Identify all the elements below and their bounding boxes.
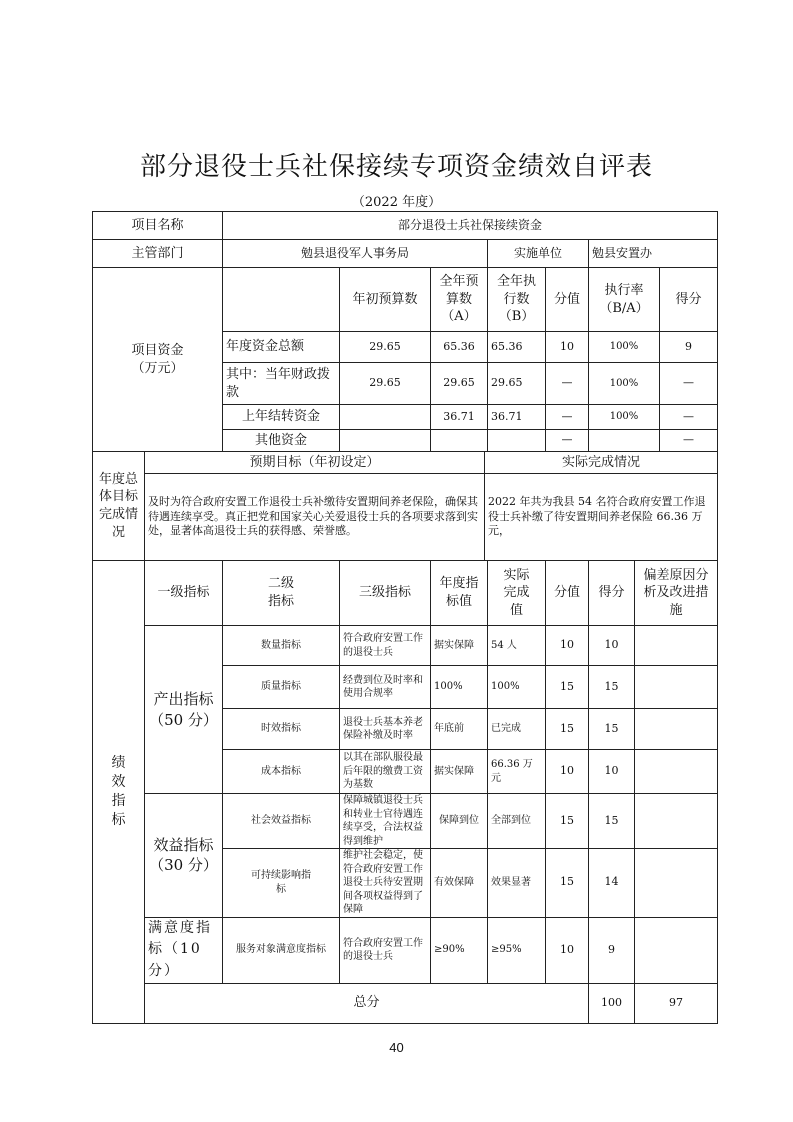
indicator-actual: ≥95%	[488, 917, 546, 983]
funds-row-annual	[431, 430, 488, 452]
header-actual-text: 实际完成值	[503, 567, 530, 618]
funds-label-line1: 项目资金	[131, 342, 184, 358]
funds-header-score: 分值	[546, 268, 589, 332]
project-funds-table	[92, 211, 718, 452]
indicator-level3: 经费到位及时率和使用合规率	[340, 666, 431, 709]
funds-row-exec: 36.71	[488, 405, 546, 430]
indicator-target: ≥90%	[431, 917, 488, 983]
funds-row-score: —	[546, 405, 589, 430]
goals-actual-header: 实际完成情况	[485, 452, 718, 474]
indicator-got: 14	[589, 849, 635, 918]
indicator-row	[93, 917, 718, 983]
indicator-level2: 成本指标	[223, 750, 340, 794]
indicator-row	[93, 626, 718, 666]
indicator-reason	[635, 666, 718, 709]
indicator-actual: 已完成	[488, 709, 546, 750]
header-got: 得分	[589, 561, 635, 626]
indicators-row-label-text: 绩效指标	[111, 755, 126, 828]
funds-header-annual: 全年预算数（A）	[431, 268, 488, 332]
funds-row-exec	[488, 430, 546, 452]
indicator-score: 15	[546, 849, 589, 918]
indicator-level2-text: 可持续影响指标	[251, 870, 311, 895]
indicator-actual: 全部到位	[488, 794, 546, 849]
indicator-level3: 符合政府安置工作的退役士兵	[340, 917, 431, 983]
indicator-target: 据实保障	[431, 626, 488, 666]
funds-row-rate: 100%	[589, 332, 660, 363]
header-score: 分值	[546, 561, 589, 626]
funds-row-score: 10	[546, 332, 589, 363]
header-level2-text: 二级指标	[267, 576, 294, 609]
indicator-target: 100%	[431, 666, 488, 709]
header-target-text: 年度指标值	[439, 576, 479, 609]
indicator-reason	[635, 626, 718, 666]
group-output-weight: （50 分）	[149, 710, 218, 729]
group-output	[145, 626, 223, 794]
indicator-got: 15	[589, 709, 635, 750]
page-title: 部分退役士兵社保接续专项资金绩效自评表	[139, 152, 653, 182]
funds-row-annual: 65.36	[431, 332, 488, 363]
total-got: 97	[635, 983, 718, 1023]
funds-row-label: 上年结转资金	[223, 405, 340, 430]
goals-row-label: 年度总体目标完成情况	[93, 452, 145, 561]
indicator-target: 年底前	[431, 709, 488, 750]
funds-row-annual: 29.65	[431, 363, 488, 405]
indicator-level3: 退役士兵基本养老保险补缴及时率	[340, 709, 431, 750]
header-actual	[488, 561, 546, 626]
dept-value: 勉县退役军人事务局	[223, 240, 488, 268]
goals-table	[92, 451, 718, 561]
indicator-row	[93, 794, 718, 849]
funds-row-rate: 100%	[589, 405, 660, 430]
header-reason: 偏差原因分析及改进措施	[635, 561, 718, 626]
funds-header-rate: 执行率（B/A）	[589, 268, 660, 332]
indicator-actual: 100%	[488, 666, 546, 709]
indicator-level3: 以其在部队服役最后年限的缴费工资为基数	[340, 750, 431, 794]
indicator-got: 10	[589, 626, 635, 666]
header-target	[431, 561, 488, 626]
funds-row-got: —	[660, 405, 718, 430]
funds-row-score: —	[546, 363, 589, 405]
indicators-table	[92, 560, 718, 1024]
funds-label-line2: （万元）	[131, 360, 184, 376]
header-level1: 一级指标	[145, 561, 223, 626]
funds-header-got: 得分	[660, 268, 718, 332]
indicator-level3: 符合政府安置工作的退役士兵	[340, 626, 431, 666]
page-number: 40	[389, 1040, 404, 1055]
funds-row-label: 其他资金	[223, 430, 340, 452]
header-level3: 三级指标	[340, 561, 431, 626]
indicator-level2: 社会效益指标	[223, 794, 340, 849]
funds-header-budget: 年初预算数	[340, 268, 431, 332]
indicator-reason	[635, 917, 718, 983]
indicator-reason	[635, 709, 718, 750]
indicator-level3: 维护社会稳定，使符合政府安置工作退役士兵待安置期间各项权益得到了保障	[340, 849, 431, 918]
group-output-name: 产出指标	[153, 690, 214, 709]
project-name-label: 项目名称	[93, 212, 223, 240]
funds-row-exec: 29.65	[488, 363, 546, 405]
indicator-score: 10	[546, 626, 589, 666]
goals-expected-header: 预期目标（年初设定）	[145, 452, 485, 474]
indicator-got: 15	[589, 794, 635, 849]
indicator-got: 10	[589, 750, 635, 794]
funds-row-rate: 100%	[589, 363, 660, 405]
funds-row-annual: 36.71	[431, 405, 488, 430]
indicator-reason	[635, 750, 718, 794]
funds-row-budget: 29.65	[340, 332, 431, 363]
funds-label	[93, 268, 223, 452]
header-level2	[223, 561, 340, 626]
indicator-level2: 数量指标	[223, 626, 340, 666]
funds-row-got: —	[660, 430, 718, 452]
indicator-score: 10	[546, 750, 589, 794]
project-name-value: 部分退役士兵社保接续资金	[223, 212, 718, 240]
indicator-target: 保障到位	[431, 794, 488, 849]
impl-value: 勉县安置办	[589, 240, 718, 268]
indicator-score: 15	[546, 709, 589, 750]
total-row	[93, 983, 718, 1023]
funds-row-label: 年度资金总额	[223, 332, 340, 363]
indicator-actual: 66.36 万元	[488, 750, 546, 794]
group-satisfaction: 满意度指标（10 分）	[145, 917, 223, 983]
goals-expected-text: 及时为符合政府安置工作退役士兵补缴待安置期间养老保险，确保其待遇连续享受。真正把党和国家关心关爱退役士兵的各项要求落到实处，显著体高退役士兵的获得感、荣誉感。	[145, 474, 485, 561]
indicator-got: 9	[589, 917, 635, 983]
impl-label: 实施单位	[488, 240, 589, 268]
indicator-actual: 效果显著	[488, 849, 546, 918]
funds-row-label: 其中：当年财政拨款	[223, 363, 340, 405]
funds-row-budget	[340, 405, 431, 430]
funds-row-score: —	[546, 430, 589, 452]
funds-header-blank	[223, 268, 340, 332]
total-score: 100	[589, 983, 635, 1023]
funds-row-got: —	[660, 363, 718, 405]
indicator-actual: 54 人	[488, 626, 546, 666]
group-benefit	[145, 794, 223, 918]
indicator-target: 有效保障	[431, 849, 488, 918]
group-benefit-name: 效益指标	[153, 836, 214, 854]
funds-row-budget: 29.65	[340, 363, 431, 405]
funds-row-rate	[589, 430, 660, 452]
indicators-row-label	[93, 561, 145, 1024]
year-subtitle: （2022 年度）	[351, 195, 442, 210]
indicator-level2: 质量指标	[223, 666, 340, 709]
indicator-reason	[635, 849, 718, 918]
total-label: 总分	[145, 983, 589, 1023]
indicator-got: 15	[589, 666, 635, 709]
group-benefit-weight: （30 分）	[149, 856, 218, 875]
funds-row-budget	[340, 430, 431, 452]
funds-header-executed: 全年执行数（B）	[488, 268, 546, 332]
indicator-level3: 保障城镇退役士兵和转业士官待遇连续享受，合法权益得到维护	[340, 794, 431, 849]
indicator-reason	[635, 794, 718, 849]
dept-label: 主管部门	[93, 240, 223, 268]
indicator-score: 15	[546, 794, 589, 849]
indicator-score: 15	[546, 666, 589, 709]
indicator-level2: 服务对象满意度指标	[223, 917, 340, 983]
indicator-score: 10	[546, 917, 589, 983]
funds-row-exec: 65.36	[488, 332, 546, 363]
funds-row-got: 9	[660, 332, 718, 363]
indicator-level2: 时效指标	[223, 709, 340, 750]
indicator-target: 据实保障	[431, 750, 488, 794]
indicator-level2	[223, 849, 340, 918]
goals-actual-text: 2022 年共为我县 54 名符合政府安置工作退役士兵补缴了待安置期间养老保险 66.36 万元，	[485, 474, 718, 561]
